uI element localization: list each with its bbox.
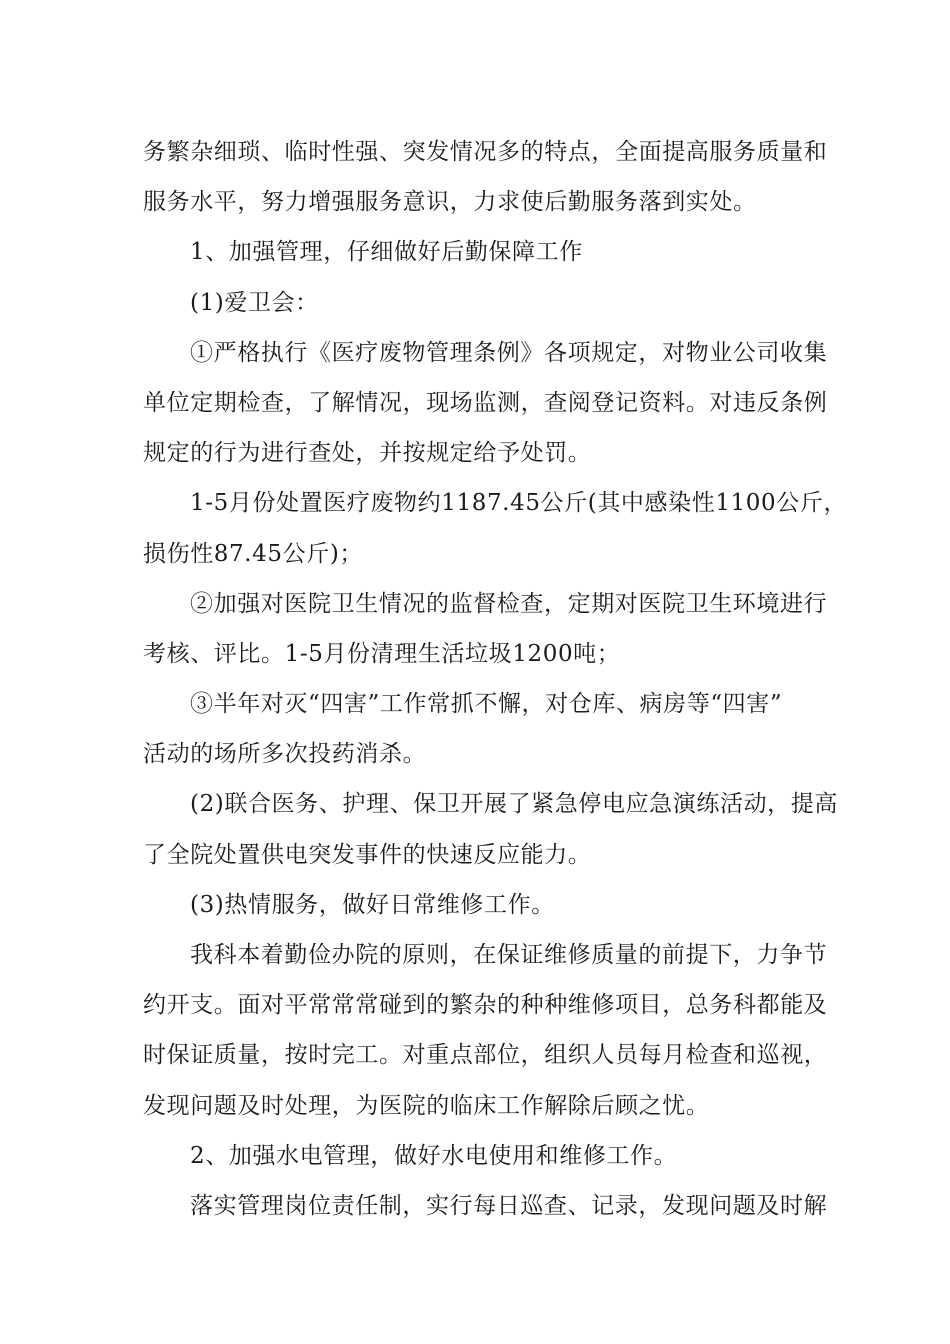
text-line: 服务水平，努力增强服务意识，力求使后勤服务落到实处。 xyxy=(143,189,757,216)
text-line: 我科本着勤俭办院的原则，在保证维修质量的前提下，力争节 xyxy=(190,942,828,968)
section-heading: 2、加强水电管理，做好水电使用和维修工作。 xyxy=(190,1142,678,1169)
paragraph-medical-waste-rules xyxy=(143,328,828,479)
text-line: ③半年对灭“四害”工作常抓不懈，对仓库、病房等“四害” xyxy=(190,691,783,718)
text-line: 活动的场所多次投药消杀。 xyxy=(143,741,427,768)
subsection-heading: (3)热情服务，做好日常维修工作。 xyxy=(190,891,555,918)
subheading-maintenance xyxy=(143,880,813,930)
paragraph-power-drill xyxy=(143,779,838,879)
paragraph-waste-stats xyxy=(143,478,848,578)
text-line: 损伤性87.45公斤)； xyxy=(143,540,364,567)
paragraph-hygiene-inspection xyxy=(143,579,828,679)
text-line: (2)联合医务、护理、保卫开展了紧急停电应急演练活动，提高 xyxy=(190,791,838,818)
document-body xyxy=(143,127,848,1231)
text-line: 1-5月份处置医疗废物约1187.45公斤(其中感染性1100公斤， xyxy=(190,490,848,517)
paragraph-1 xyxy=(143,127,828,227)
text-line: ②加强对医院卫生情况的监督检查，定期对医院卫生环境进行 xyxy=(190,590,828,617)
text-line: 时保证质量，按时完工。对重点部位，组织人员每月检查和巡视， xyxy=(143,1042,828,1069)
text-line: ①严格执行《医疗废物管理条例》各项规定，对物业公司收集 xyxy=(190,339,828,366)
text-line: 落实管理岗位责任制，实行每日巡查、记录，发现问题及时解 xyxy=(190,1192,828,1219)
text-line: 了全院处置供电突发事件的快速反应能力。 xyxy=(143,841,592,868)
text-line: 考核、评比。1-5月份清理生活垃圾1200吨； xyxy=(143,640,621,667)
text-line: 单位定期检查，了解情况，现场监测，查阅登记资料。对违反条例 xyxy=(143,389,828,416)
text-line: 发现问题及时处理，为医院的临床工作解除后顾之忧。 xyxy=(143,1092,710,1119)
paragraph-responsibility-system xyxy=(143,1181,828,1231)
text-line: 规定的行为进行查处，并按规定给予处罚。 xyxy=(143,440,592,467)
text-line: 务繁杂细琐、临时性强、突发情况多的特点，全面提高服务质量和 xyxy=(143,139,828,165)
paragraph-maintenance-details xyxy=(143,930,828,1131)
heading-2-utilities xyxy=(143,1131,813,1181)
subheading-patriotic-health xyxy=(143,278,813,328)
paragraph-pest-control xyxy=(143,679,813,779)
section-heading: 1、加强管理，仔细做好后勤保障工作 xyxy=(190,239,583,266)
subsection-heading: (1)爱卫会： xyxy=(190,289,319,316)
heading-1-management xyxy=(143,227,813,277)
text-line: 约开支。面对平常常常碰到的繁杂的种种维修项目，总务科都能及 xyxy=(143,992,828,1019)
